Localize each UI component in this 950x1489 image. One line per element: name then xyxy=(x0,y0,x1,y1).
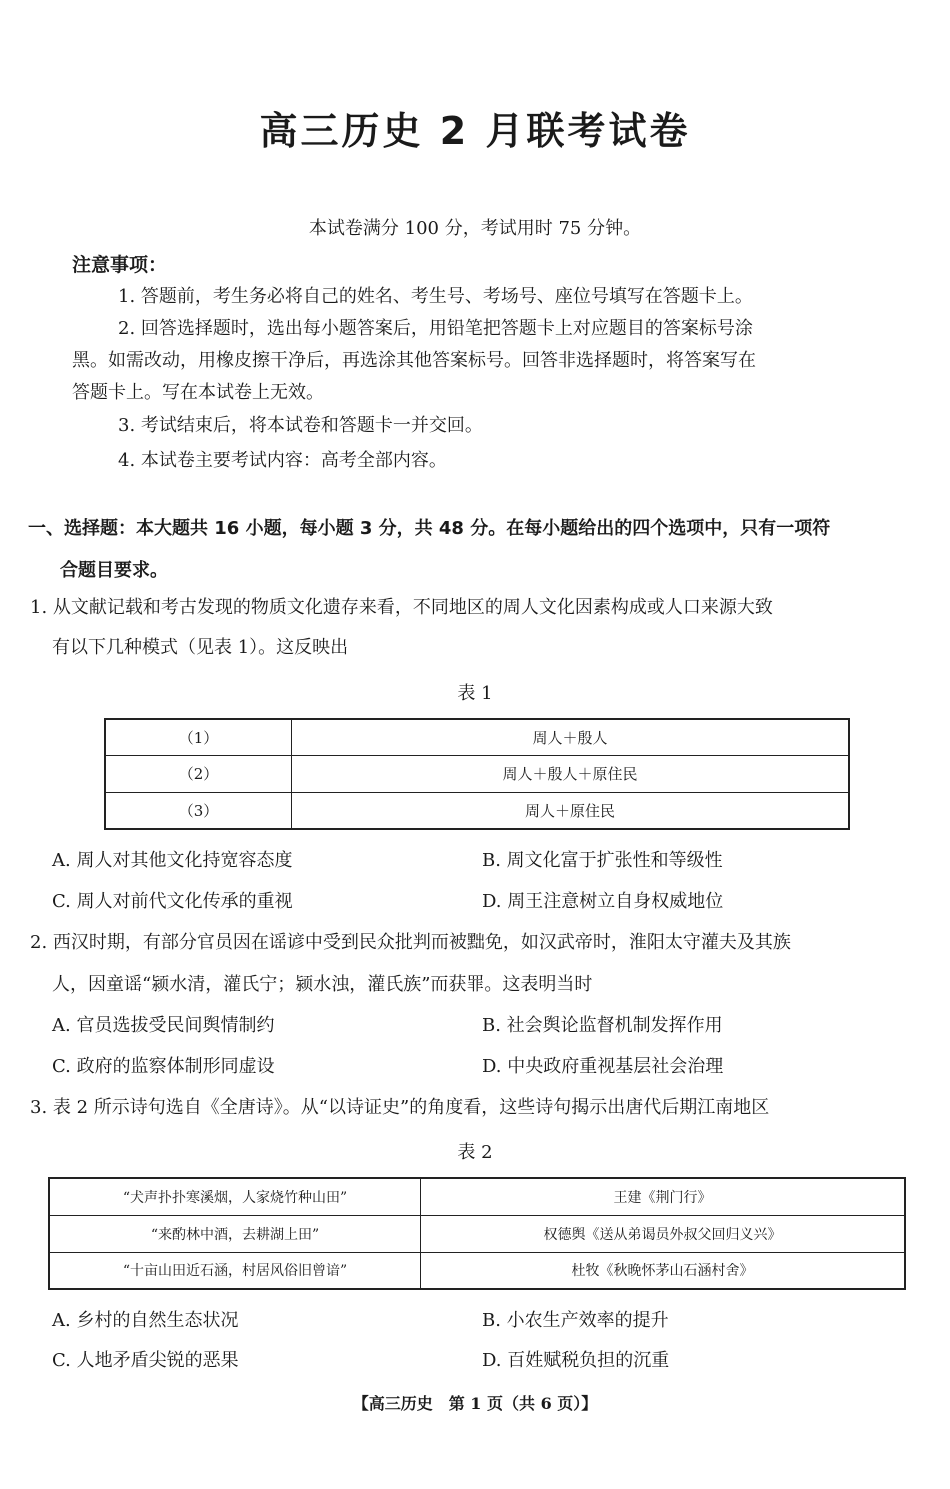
table-row xyxy=(49,1215,905,1252)
table-row xyxy=(49,1252,905,1289)
table-2-caption: 表 2 xyxy=(457,1142,493,1163)
page-footer: 【高三历史 第 1 页（共 6 页）】 xyxy=(352,1394,598,1413)
table-cell: “十亩山田近石涵，村居风俗旧曾谙” xyxy=(49,1252,421,1289)
section-1-heading-line-1: 一、选择题：本大题共 16 小题，每小题 3 分，共 48 分。在每小题给出的四个选项中，只有一项符 xyxy=(28,518,831,539)
table-cell: 权德舆《送从弟谒员外叔父回归义兴》 xyxy=(421,1215,906,1252)
table-row xyxy=(105,792,849,829)
table-cell: 周人＋殷人＋原住民 xyxy=(292,755,850,792)
notice-item-2-line-2: 黑。如需改动，用橡皮擦干净后，再选涂其他答案标号。回答非选择题时，将答案写在 xyxy=(72,350,756,371)
q2-stem-line-1: 2. 西汉时期，有部分官员因在谣谚中受到民众批判而被黜免，如汉武帝时，淮阳太守灌夫及其族 xyxy=(30,932,791,953)
notice-item-3: 3. 考试结束后，将本试卷和答题卡一并交回。 xyxy=(118,415,483,436)
q1-option-b: B. 周文化富于扩张性和等级性 xyxy=(482,850,723,871)
q3-option-a: A. 乡村的自然生态状况 xyxy=(52,1310,239,1331)
table-1 xyxy=(104,718,850,830)
q3-option-c: C. 人地矛盾尖锐的恶果 xyxy=(52,1350,239,1371)
exam-info: 本试卷满分 100 分，考试用时 75 分钟。 xyxy=(308,218,642,239)
table-cell: “来酌林中酒，去耕湖上田” xyxy=(49,1215,421,1252)
notice-item-2-line-3: 答题卡上。写在本试卷上无效。 xyxy=(72,382,324,403)
table-cell: （2） xyxy=(105,755,292,792)
notice-heading: 注意事项： xyxy=(72,254,168,276)
q3-stem-line-1: 3. 表 2 所示诗句选自《全唐诗》。从“以诗证史”的角度看，这些诗句揭示出唐代后期江南地区 xyxy=(30,1097,770,1118)
q2-option-d: D. 中央政府重视基层社会治理 xyxy=(482,1056,724,1077)
q2-option-b: B. 社会舆论监督机制发挥作用 xyxy=(482,1015,723,1036)
section-1-heading-line-2: 合题目要求。 xyxy=(60,560,168,581)
q2-stem-line-2: 人，因童谣“颍水清，灌氏宁；颍水浊，灌氏族”而获罪。这表明当时 xyxy=(52,974,593,995)
table-cell: （1） xyxy=(105,719,292,755)
table-row xyxy=(49,1178,905,1215)
table-row xyxy=(105,755,849,792)
q3-option-b: B. 小农生产效率的提升 xyxy=(482,1310,669,1331)
table-cell: 周人＋原住民 xyxy=(292,792,850,829)
q1-option-a: A. 周人对其他文化持宽容态度 xyxy=(52,850,293,871)
notice-item-4: 4. 本试卷主要考试内容：高考全部内容。 xyxy=(118,450,447,471)
q1-stem-line-2: 有以下几种模式（见表 1）。这反映出 xyxy=(52,637,349,658)
q2-option-a: A. 官员选拔受民间舆情制约 xyxy=(52,1015,275,1036)
table-cell: “犬声扑扑寒溪烟，人家烧竹种山田” xyxy=(49,1178,421,1215)
q1-option-c: C. 周人对前代文化传承的重视 xyxy=(52,891,293,912)
table-row xyxy=(105,719,849,755)
notice-item-1: 1. 答题前，考生务必将自己的姓名、考生号、考场号、座位号填写在答题卡上。 xyxy=(118,286,753,307)
table-cell: 周人＋殷人 xyxy=(292,719,850,755)
table-2 xyxy=(48,1177,906,1290)
q1-stem-line-1: 1. 从文献记载和考古发现的物质文化遗存来看，不同地区的周人文化因素构成或人口来源大致 xyxy=(30,597,773,618)
table-cell: 杜牧《秋晚怀茅山石涵村舍》 xyxy=(421,1252,906,1289)
table-1-caption: 表 1 xyxy=(457,683,493,704)
table-cell: （3） xyxy=(105,792,292,829)
notice-item-2-line-1: 2. 回答选择题时，选出每小题答案后，用铅笔把答题卡上对应题目的答案标号涂 xyxy=(118,318,753,339)
page-title: 高三历史 2 月联考试卷 xyxy=(259,109,691,153)
table-cell: 王建《荆门行》 xyxy=(421,1178,906,1215)
q1-option-d: D. 周王注意树立自身权威地位 xyxy=(482,891,724,912)
q3-option-d: D. 百姓赋税负担的沉重 xyxy=(482,1350,670,1371)
q2-option-c: C. 政府的监察体制形同虚设 xyxy=(52,1056,275,1077)
